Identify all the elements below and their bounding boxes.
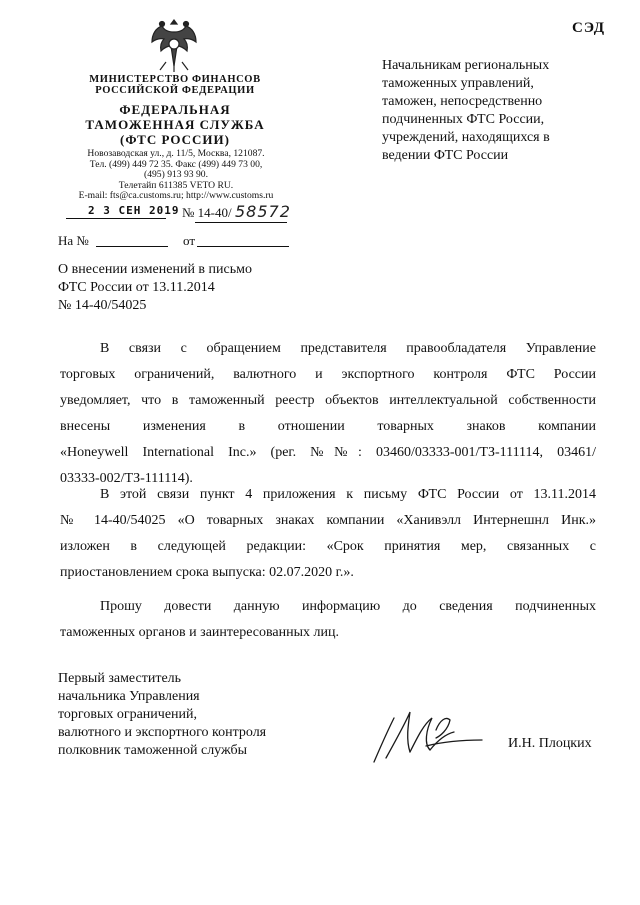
signer-name: И.Н. Плоцких [508,736,592,751]
signer-title-line: Первый заместитель [58,671,182,686]
body-line: изложен в следующей редакции: «Срок принятия мер, связанных с [60,539,596,554]
body-paragraph-3 [60,594,596,646]
contact-phone: Тел. (499) 449 72 35. Факс (499) 449 73 00, [89,158,263,170]
body-line: № 14-40/54025 «О товарных знаках компании «Ханивэлл Интернешнл Инк.» [60,513,596,528]
body-line: торговых ограничений, валютного и экспортного контроля ФТС России [60,367,596,382]
contact-address: Новозаводская ул., д. 11/5, Москва, 121087. [87,148,265,159]
double-headed-eagle-emblem-icon [148,14,200,74]
addressee-block [382,57,587,165]
subject-block [58,261,252,315]
handwritten-signature [366,700,486,770]
contact-phone-2: (495) 913 93 90. [144,169,208,181]
service-line-1: ФЕДЕРАЛЬНАЯ [119,102,231,117]
addressee-line: таможен, непосредственно [382,94,543,109]
subject-line: О внесении изменений в письмо [58,262,252,277]
body-line: В связи с обращением представителя правообладателя Управление [100,341,596,356]
body-line: Прошу довести данную информацию до сведения подчиненных [100,599,596,614]
signer-title-line: полковник таможенной службы [58,743,248,758]
body-line: 03333-002/ТЗ-111114). [60,471,193,486]
reference-date-line [197,246,289,247]
service-line-3: (ФТС РОССИИ) [120,132,230,147]
service-line-2: ТАМОЖЕННАЯ СЛУЖБА [85,117,265,132]
reg-number-handwritten: 58572 [235,202,291,221]
body-paragraph-1 [60,336,596,492]
date-underline [66,218,166,219]
ministry-line-1: МИНИСТЕРСТВО ФИНАНСОВ [89,74,261,85]
body-line: внесены изменения в отношении товарных знаков компании [60,419,596,434]
reg-number-underline [195,222,287,223]
body-line: таможенных органов и заинтересованных лиц. [60,625,339,640]
date-stamp: 2 3 СЕН 2019 [88,204,180,217]
addressee-line: подчиненных ФТС России, [382,112,545,127]
body-paragraph-2 [60,482,596,586]
ministry-header [58,74,292,147]
ministry-line-2: РОССИЙСКОЙ ФЕДЕРАЦИИ [95,85,255,96]
reference-number-line [96,246,168,247]
reference-number-label: На № [58,233,89,248]
corner-mark: СЭД [572,20,606,36]
contacts-block [60,149,292,202]
addressee-line: Начальникам региональных [382,58,550,73]
signer-title-line: торговых ограничений, [58,707,198,722]
reference-date-label: от [183,233,196,248]
addressee-line: учреждений, находящихся в [382,130,550,145]
reg-number-prefix: № 14-40/ [182,205,232,220]
addressee-line: ведении ФТС России [382,148,509,163]
addressee-line: таможенных управлений, [382,76,534,91]
subject-line: № 14-40/54025 [58,298,147,313]
signer-title-line: валютного и экспортного контроля [58,725,267,740]
signer-title-line: начальника Управления [58,689,200,704]
contact-teletype: Телетайп 611385 VETO RU. [118,179,234,191]
body-line: уведомляет, что в таможенный реестр объектов интеллектуальной собственности [60,393,596,408]
body-line: В этой связи пункт 4 приложения к письму ФТС России от 13.11.2014 [100,487,596,502]
signer-title-block [58,670,266,760]
body-line: «Honeywell International Inc.» (рег. №№: 03460/03333-001/ТЗ-111114, 03461/ [60,445,596,460]
body-line: приостановлением срока выпуска: 02.07.2020 г.». [60,565,354,580]
subject-line: ФТС России от 13.11.2014 [58,280,215,295]
contact-email: E-mail: fts@ca.customs.ru; http://www.customs.ru [78,190,274,202]
